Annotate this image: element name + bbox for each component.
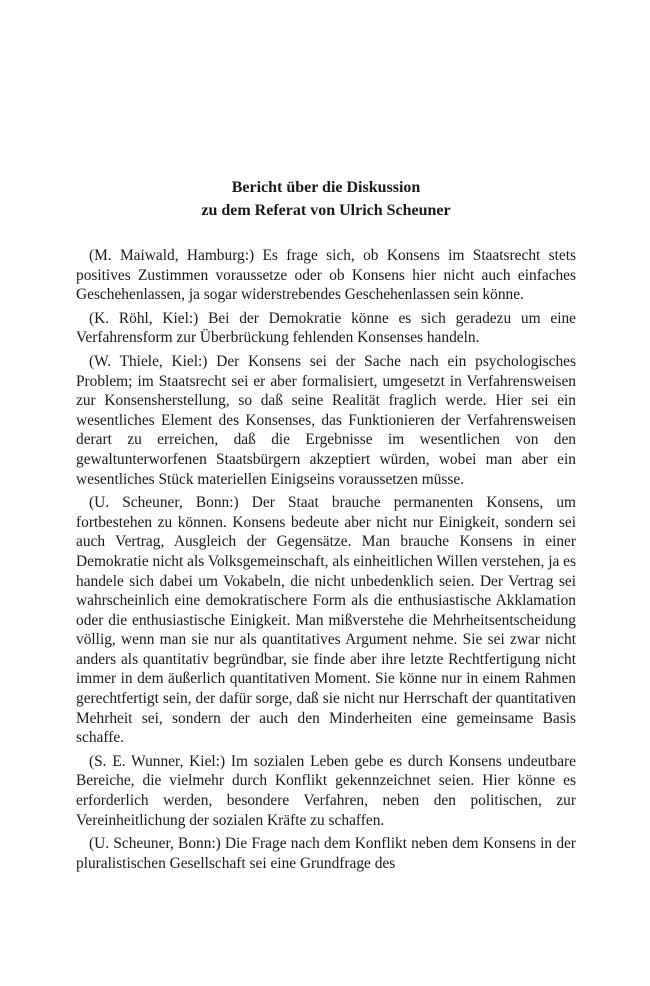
title-line-1: Bericht über die Diskussion xyxy=(231,179,421,196)
paragraph-scheuner-1: (U. Scheuner, Bonn:) Der Staat brauche permanenten Konsens, um fortbestehen zu können. Konsens bedeute aber nicht nur Einigkeit, sondern sei auch Vertrag, Ausgleich der Gegensätze. Man brauche Konsens in einer Demokratie nicht als Volksgemeinschaft, als einheitlichen Willen verstehen, ja es handele sich dabei um Vokabeln, die nicht unbedenklich seien. Der Vertrag sei wahrscheinlich eine demokratischere Form als die enthusiastische Akklamation oder die enthusiastische Einigkeit. Man mißverstehe die Mehrheitsentscheidung völlig, wenn man sie nur als quantitatives Argument nehme. Sie sei zwar nicht anders als quantitativ begründbar, sie finde aber ihre letzte Rechtfertigung nicht immer in dem äußerlich quantitativen Moment. Sie könne nur in einem Rahmen gerechtfertigt sein, der dafür sorge, daß sie nicht nur Herrschaft der quantitativen Mehrheit sei, sondern der auch den Minderheiten eine gemeinsame Basis schaffe. xyxy=(76,494,576,747)
paragraph-thiele: (W. Thiele, Kiel:) Der Konsens sei der Sache nach ein psychologisches Problem; im Staatsrecht sei er aber formalisiert, umgesetzt in Verfahrensweisen zur Konsensherstellung, so daß seine Realität fraglich werde. Hier sei ein wesentliches Element des Konsenses, das Funktionieren der Verfahrensweisen derart zu erreichen, daß die Ergebnisse im wesentlichen von den gewaltunterworfenen Staatsbürgern akzeptiert würden, wobei man aber ein wesentliches Stück materiellen Einigseins voraussetzen müsse. xyxy=(76,352,576,488)
document-page xyxy=(76,0,576,986)
paragraph-maiwald: (M. Maiwald, Hamburg:) Es frage sich, ob Konsens im Staatsrecht stets positives Zustimmen voraussetze oder ob Konsens hier nicht auch einfaches Geschehenlassen, ja sogar widerstrebendes Geschehenlassen sein könne. xyxy=(76,247,576,304)
paragraph-wunner: (S. E. Wunner, Kiel:) Im sozialen Leben gebe es durch Konsens undeutbare Bereiche, die vielmehr durch Konflikt gekennzeichnet seien. Hier könne es erforderlich werden, besondere Verfahren, neben den politischen, zur Vereinheitlichung der sozialen Kräfte zu schaffen. xyxy=(76,752,576,829)
paragraph-scheuner-2: (U. Scheuner, Bonn:) Die Frage nach dem Konflikt neben dem Konsens in der pluralistischen Gesellschaft sei eine Grundfrage des xyxy=(76,835,576,872)
title-line-2: zu dem Referat von Ulrich Scheuner xyxy=(201,202,451,219)
paragraph-roehl: (K. Röhl, Kiel:) Bei der Demokratie könne es sich geradezu um eine Verfahrensform zur Überbrückung fehlenden Konsenses handeln. xyxy=(76,309,576,347)
report-title xyxy=(76,176,576,222)
discussion-body xyxy=(76,246,576,877)
